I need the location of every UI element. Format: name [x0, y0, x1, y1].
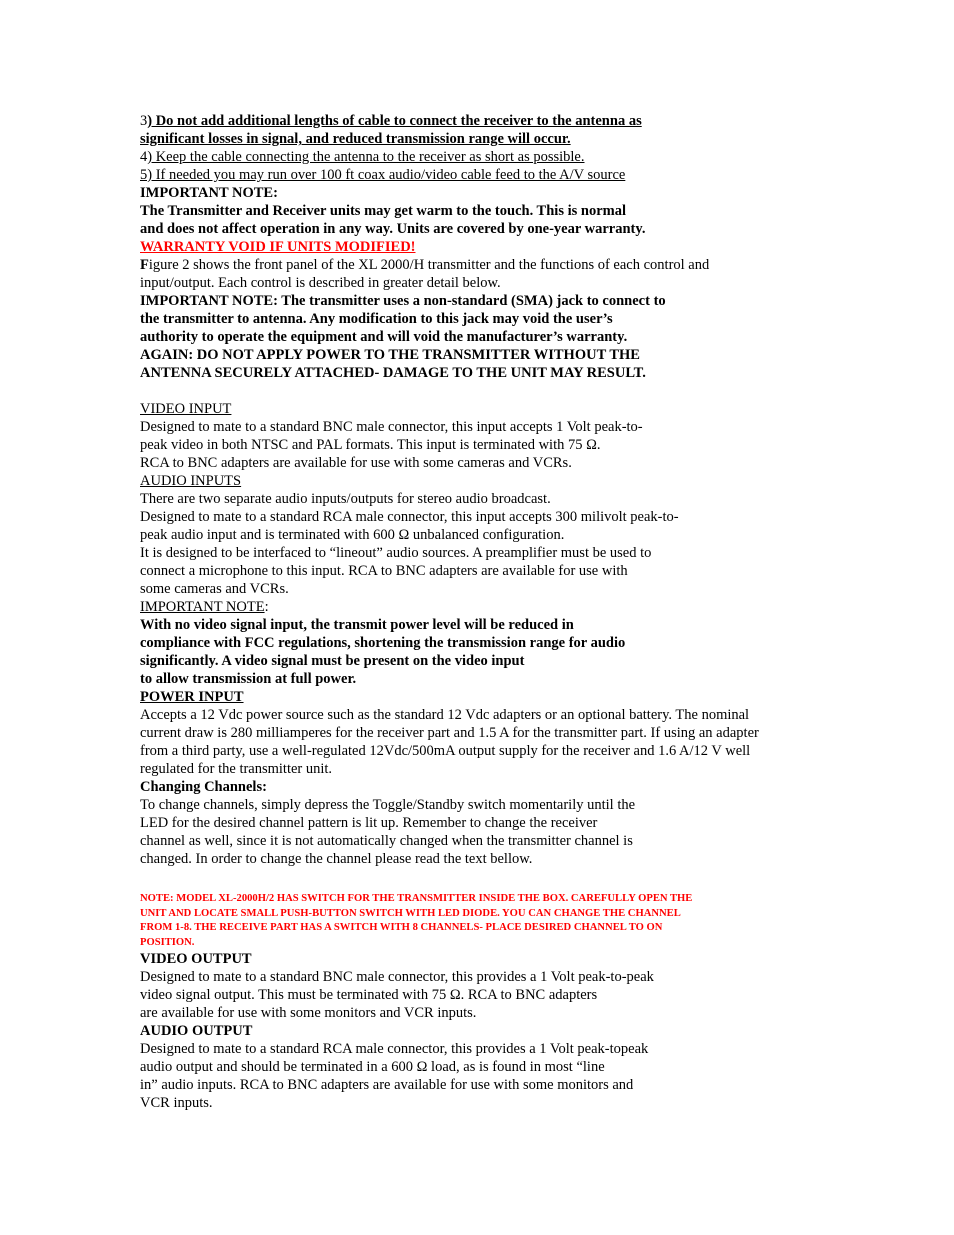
power-warning-line-1: AGAIN: DO NOT APPLY POWER TO THE TRANSMITTER WITHOUT THE [140, 347, 640, 363]
power-input-line-1: Accepts a 12 Vdc power source such as the standard 12 Vdc adapters or an optional battery. The nominal [140, 707, 750, 723]
model-note-line-4: POSITION. [140, 936, 195, 948]
changing-channels-line-1: To change channels, simply depress the Toggle/Standby switch momentarily until the [140, 797, 636, 813]
changing-channels-line-4: changed. In order to change the channel please read the text bellow. [140, 851, 533, 867]
power-warning-line-2: ANTENNA SECURELY ATTACHED- DAMAGE TO THE UNIT MAY RESULT. [140, 365, 646, 381]
model-note-line-3: FROM 1-8. THE RECEIVE PART HAS A SWITCH WITH 8 CHANNELS- PLACE DESIRED CHANNEL TO ON [140, 922, 663, 933]
document-page [140, 112, 830, 1112]
instruction-4 [140, 148, 830, 166]
audio-inputs-line-2: Designed to mate to a standard RCA male connector, this input accepts 300 milivolt peak-to- [140, 509, 679, 525]
sma-note-line-1: IMPORTANT NOTE: The transmitter uses a non-standard (SMA) jack to connect to [140, 293, 666, 309]
power-input-line-2: current draw is 280 milliamperes for the receiver part and 1.5 A for the transmitter part. If using an adapter [140, 725, 759, 741]
warranty-void-warning: WARRANTY VOID IF UNITS MODIFIED! [140, 239, 416, 255]
changing-channels-heading: Changing Channels: [140, 779, 267, 795]
power-input-line-4: regulated for the transmitter unit. [140, 761, 333, 777]
important-note-heading-2-text: IMPORTANT NOTE [140, 599, 265, 615]
model-note-line-1: NOTE: MODEL XL-2000H/2 HAS SWITCH FOR THE TRANSMITTER INSIDE THE BOX. CAREFULLY OPEN THE [140, 893, 693, 904]
audio-inputs-heading: AUDIO INPUTS [140, 473, 242, 489]
no-video-note-line-1: With no video signal input, the transmit power level will be reduced in [140, 617, 574, 633]
model-note-line-2: UNIT AND LOCATE SMALL PUSH-BUTTON SWITCH WITH LED DIODE. YOU CAN CHANGE THE CHANNEL [140, 907, 681, 919]
power-input-line-3: from a third party, use a well-regulated 12Vdc/500mA output supply for the receiver and 1.6 A/12 V well [140, 743, 751, 759]
instruction-3-cont: significant losses in signal, and reduced transmission range will occur. [140, 131, 571, 147]
figure-2-initial: F [140, 257, 149, 273]
warm-note-line-1: The Transmitter and Receiver units may get warm to the touch. This is normal [140, 203, 626, 219]
no-video-note-line-4: to allow transmission at full power. [140, 671, 357, 687]
video-output-line-1: Designed to mate to a standard BNC male connector, this provides a 1 Volt peak-to-peak [140, 969, 654, 985]
audio-output-line-1: Designed to mate to a standard RCA male connector, this provides a 1 Volt peak-topeak [140, 1041, 649, 1057]
important-note-heading-2 [140, 598, 830, 616]
instruction-5: 5) If needed you may run over 100 ft coax audio/video cable feed to the A/V source [140, 167, 626, 183]
no-video-note-line-2: compliance with FCC regulations, shortening the transmission range for audio [140, 635, 626, 651]
video-input-line-1: Designed to mate to a standard BNC male connector, this input accepts 1 Volt peak-to- [140, 419, 643, 435]
sma-note-line-2: the transmitter to antenna. Any modification to this jack may void the user’s [140, 311, 613, 327]
instruction-4-text: ) Keep the cable connecting the antenna to the receiver as short as possible. [147, 149, 585, 165]
audio-inputs-line-5: connect a microphone to this input. RCA to BNC adapters are available for use with [140, 563, 628, 579]
figure-2-text: igure 2 shows the front panel of the XL 2000/H transmitter and the functions of each control and [148, 257, 710, 273]
audio-output-line-2: audio output and should be terminated in a 600 Ω load, as is found in most “line [140, 1059, 605, 1075]
video-output-line-3: are available for use with some monitors and VCR inputs. [140, 1005, 477, 1021]
audio-inputs-line-3: peak audio input and is terminated with 600 Ω unbalanced configuration. [140, 527, 565, 543]
instruction-4-number: 4 [140, 149, 148, 165]
figure-2-description [140, 256, 830, 274]
audio-output-heading: AUDIO OUTPUT [140, 1023, 253, 1039]
audio-inputs-line-6: some cameras and VCRs. [140, 581, 289, 597]
video-input-line-3: RCA to BNC adapters are available for use with some cameras and VCRs. [140, 455, 572, 471]
changing-channels-line-2: LED for the desired channel pattern is lit up. Remember to change the receiver [140, 815, 598, 831]
audio-output-line-3: in” audio inputs. RCA to BNC adapters are available for use with some monitors and [140, 1077, 634, 1093]
video-output-heading: VIDEO OUTPUT [140, 951, 252, 967]
power-input-heading: POWER INPUT [140, 689, 244, 705]
figure-2-description-cont: input/output. Each control is described in greater detail below. [140, 275, 501, 291]
audio-inputs-line-1: There are two separate audio inputs/outputs for stereo audio broadcast. [140, 491, 551, 507]
important-note-heading-2-colon: : [264, 599, 269, 615]
instruction-3-number: 3 [140, 113, 148, 129]
no-video-note-line-3: significantly. A video signal must be present on the video input [140, 653, 525, 669]
audio-output-line-4: VCR inputs. [140, 1095, 213, 1111]
warm-note-line-2: and does not affect operation in any way. Units are covered by one-year warranty. [140, 221, 646, 237]
instruction-3-text: ) Do not add additional lengths of cable to connect the receiver to the antenna as [147, 113, 642, 129]
audio-inputs-line-4: It is designed to be interfaced to “lineout” audio sources. A preamplifier must be used to [140, 545, 652, 561]
video-input-line-2: peak video in both NTSC and PAL formats. This input is terminated with 75 Ω. [140, 437, 601, 453]
important-note-heading-1: IMPORTANT NOTE: [140, 185, 278, 201]
video-output-line-2: video signal output. This must be terminated with 75 Ω. RCA to BNC adapters [140, 987, 598, 1003]
instruction-3 [140, 112, 830, 130]
sma-note-line-3: authority to operate the equipment and will void the manufacturer’s warranty. [140, 329, 628, 345]
video-input-heading: VIDEO INPUT [140, 401, 232, 417]
spacer [140, 868, 830, 886]
spacer [140, 382, 830, 400]
changing-channels-line-3: channel as well, since it is not automatically changed when the transmitter channel is [140, 833, 633, 849]
